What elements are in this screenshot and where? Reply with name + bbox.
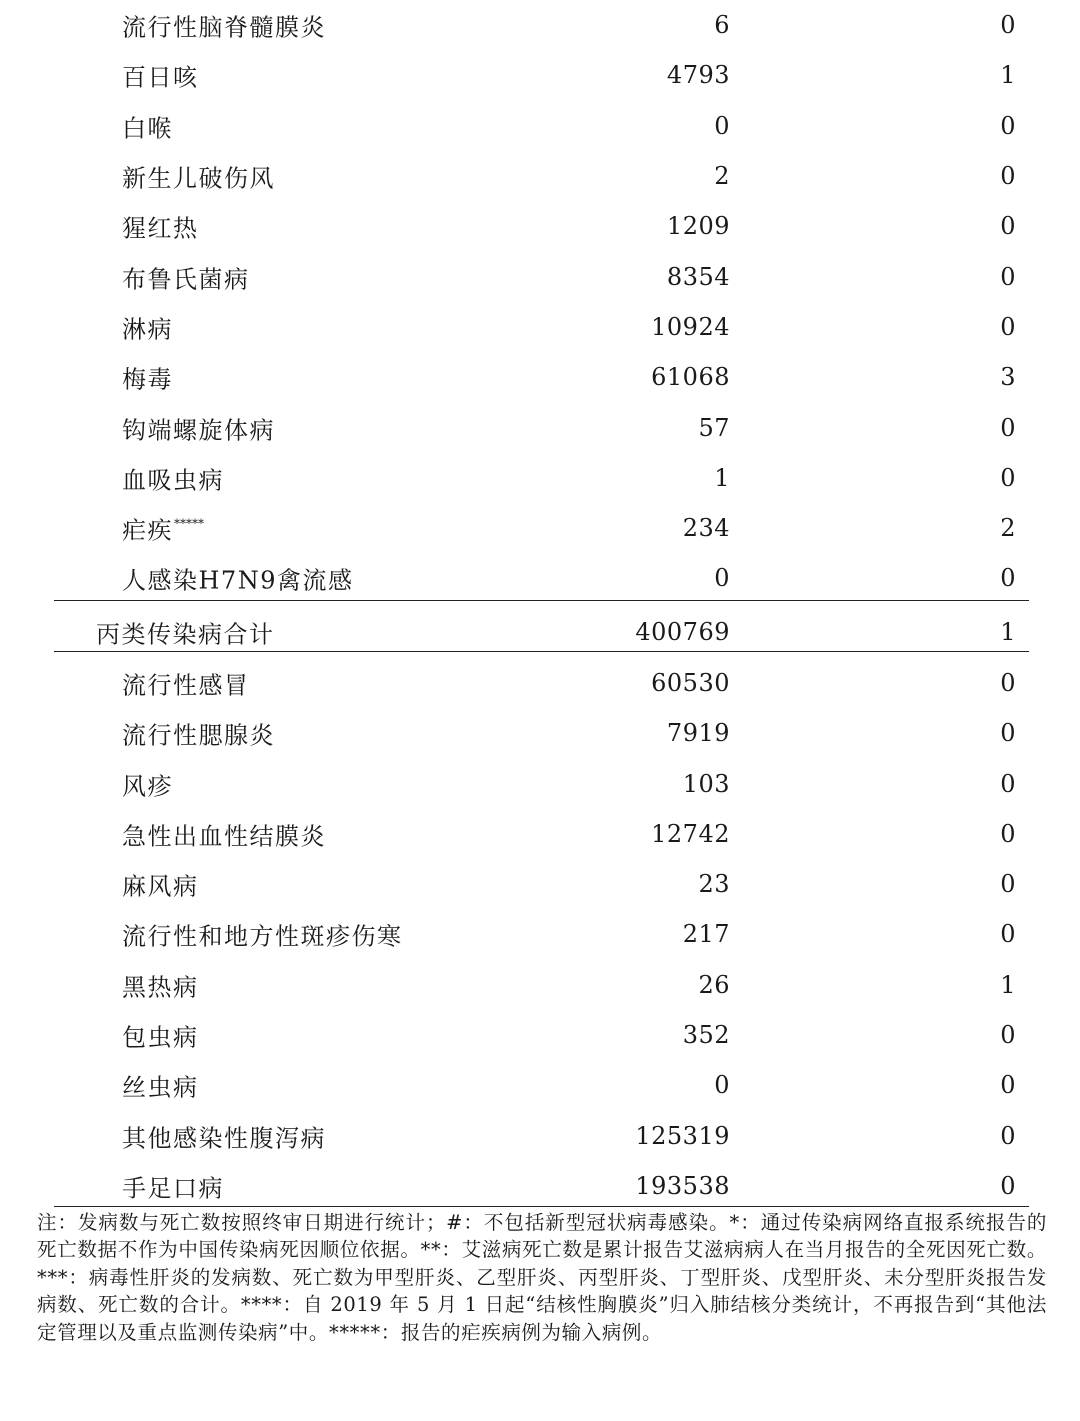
table-row bbox=[54, 101, 1029, 151]
death-count: 0 bbox=[1000, 719, 1016, 748]
table-row bbox=[54, 1161, 1029, 1211]
death-count: 0 bbox=[1000, 769, 1016, 798]
table-row bbox=[54, 402, 1029, 452]
death-count: 3 bbox=[1000, 363, 1016, 392]
case-count: 352 bbox=[682, 1021, 730, 1050]
disease-name: 流行性腮腺炎 bbox=[122, 721, 275, 750]
case-count: 12742 bbox=[651, 819, 730, 848]
disease-name: 手足口病 bbox=[122, 1174, 224, 1203]
table-row bbox=[54, 50, 1029, 100]
death-count: 0 bbox=[1000, 463, 1016, 492]
table-row bbox=[54, 453, 1029, 503]
disease-name: 新生儿破伤风 bbox=[122, 164, 275, 193]
case-count: 57 bbox=[698, 413, 730, 442]
case-count: 10924 bbox=[651, 312, 730, 341]
death-count: 1 bbox=[1000, 970, 1016, 999]
table-row bbox=[54, 302, 1029, 352]
footnote-marker: ***** bbox=[174, 516, 204, 531]
case-count: 2 bbox=[714, 162, 730, 191]
disease-name: 其他感染性腹泻病 bbox=[122, 1124, 326, 1153]
disease-name-text: 疟疾 bbox=[122, 516, 173, 545]
disease-statistics-table bbox=[54, 0, 1029, 1211]
death-count: 0 bbox=[1000, 162, 1016, 191]
case-count: 23 bbox=[698, 870, 730, 899]
death-count: 0 bbox=[1000, 920, 1016, 949]
death-count: 0 bbox=[1000, 870, 1016, 899]
disease-name: 流行性感冒 bbox=[122, 671, 250, 700]
death-count: 1 bbox=[1000, 61, 1016, 90]
case-count: 0 bbox=[714, 1071, 730, 1100]
disease-name: 百日咳 bbox=[122, 63, 199, 92]
table-row bbox=[54, 503, 1029, 553]
disease-name: 黑热病 bbox=[122, 973, 199, 1002]
case-count: 217 bbox=[682, 920, 730, 949]
table-row bbox=[54, 201, 1029, 251]
death-count: 0 bbox=[1000, 1171, 1016, 1200]
case-count: 103 bbox=[682, 769, 730, 798]
table-row bbox=[54, 1111, 1029, 1161]
death-count: 0 bbox=[1000, 111, 1016, 140]
rule-above-total bbox=[54, 600, 1029, 601]
disease-name: 流行性脑脊髓膜炎 bbox=[122, 13, 326, 42]
case-count: 4793 bbox=[666, 61, 730, 90]
death-count: 0 bbox=[1000, 262, 1016, 291]
table-row bbox=[54, 859, 1029, 909]
group-c-total-cases: 400769 bbox=[635, 617, 730, 646]
case-count: 26 bbox=[698, 970, 730, 999]
disease-name: 梅毒 bbox=[122, 365, 173, 394]
disease-name: 风疹 bbox=[122, 772, 173, 801]
case-count: 60530 bbox=[651, 669, 730, 697]
death-count: 0 bbox=[1000, 1021, 1016, 1050]
disease-name: 血吸虫病 bbox=[122, 466, 224, 495]
case-count: 193538 bbox=[635, 1171, 730, 1200]
table-row bbox=[54, 1010, 1029, 1060]
case-count: 234 bbox=[682, 514, 730, 543]
table-row bbox=[54, 0, 1029, 50]
table-footnote: 注：发病数与死亡数按照终审日期进行统计；#：不包括新型冠状病毒感染。*：通过传染病网络直报系统报告的死亡数据不作为中国传染病死因顺位依据。**：艾滋病死亡数是累计报告艾滋病病人在当月报告的全死因死亡数。***：病毒性肝炎的发病数、死亡数为甲型肝炎、乙型肝炎、丙型肝炎、丁型肝炎、戊型肝炎、未分型肝炎报告发病数、死亡数的合计。****：自 2019 年 5 月 1 日起“结核性胸膜炎”归入肺结核分类统计，不再报告到“其他法定管理以及重点监测传染病”中。*****：报告的疟疾病例为输入病例。 bbox=[37, 1211, 1047, 1344]
disease-name: 丝虫病 bbox=[122, 1073, 199, 1102]
death-count: 0 bbox=[1000, 312, 1016, 341]
case-count: 125319 bbox=[635, 1121, 730, 1150]
disease-name: 钩端螺旋体病 bbox=[122, 416, 275, 445]
group-c-total-label: 丙类传染病合计 bbox=[96, 620, 275, 649]
death-count: 0 bbox=[1000, 212, 1016, 241]
case-count: 1209 bbox=[666, 212, 730, 241]
death-count: 0 bbox=[1000, 564, 1016, 593]
death-count: 2 bbox=[1000, 514, 1016, 543]
disease-name: 猩红热 bbox=[122, 214, 199, 243]
case-count: 0 bbox=[714, 111, 730, 140]
disease-name: 布鲁氏菌病 bbox=[122, 265, 250, 294]
death-count: 0 bbox=[1000, 1071, 1016, 1100]
disease-name bbox=[122, 511, 204, 546]
disease-name: 急性出血性结膜炎 bbox=[122, 822, 326, 851]
case-count: 6 bbox=[714, 11, 730, 40]
disease-name: 白喉 bbox=[122, 114, 173, 143]
table-row bbox=[54, 151, 1029, 201]
death-count: 0 bbox=[1000, 1121, 1016, 1150]
case-count: 8354 bbox=[666, 262, 730, 291]
death-count: 0 bbox=[1000, 11, 1016, 40]
table-row bbox=[54, 909, 1029, 959]
table-row bbox=[54, 708, 1029, 758]
table-row bbox=[54, 251, 1029, 301]
case-count: 7919 bbox=[666, 719, 730, 748]
disease-name: 包虫病 bbox=[122, 1023, 199, 1052]
table-row bbox=[54, 1060, 1029, 1110]
death-count: 0 bbox=[1000, 819, 1016, 848]
table-row bbox=[54, 809, 1029, 859]
case-count: 61068 bbox=[651, 363, 730, 392]
table-row bbox=[54, 352, 1029, 402]
death-count: 0 bbox=[1000, 413, 1016, 442]
table-row bbox=[54, 553, 1029, 603]
case-count: 1 bbox=[714, 463, 730, 492]
group-c-total-row bbox=[54, 607, 1029, 657]
death-count: 0 bbox=[1000, 669, 1016, 697]
group-c-total-deaths: 1 bbox=[1000, 617, 1016, 646]
table-row bbox=[54, 960, 1029, 1010]
disease-name: 人感染H7N9禽流感 bbox=[122, 566, 354, 595]
rule-below-total bbox=[54, 651, 1029, 652]
disease-name: 麻风病 bbox=[122, 872, 199, 901]
table-row bbox=[54, 658, 1029, 708]
case-count: 0 bbox=[714, 564, 730, 593]
disease-name: 淋病 bbox=[122, 315, 173, 344]
disease-name: 流行性和地方性斑疹伤寒 bbox=[122, 922, 403, 951]
table-row bbox=[54, 758, 1029, 808]
rule-table-bottom bbox=[54, 1206, 1029, 1207]
